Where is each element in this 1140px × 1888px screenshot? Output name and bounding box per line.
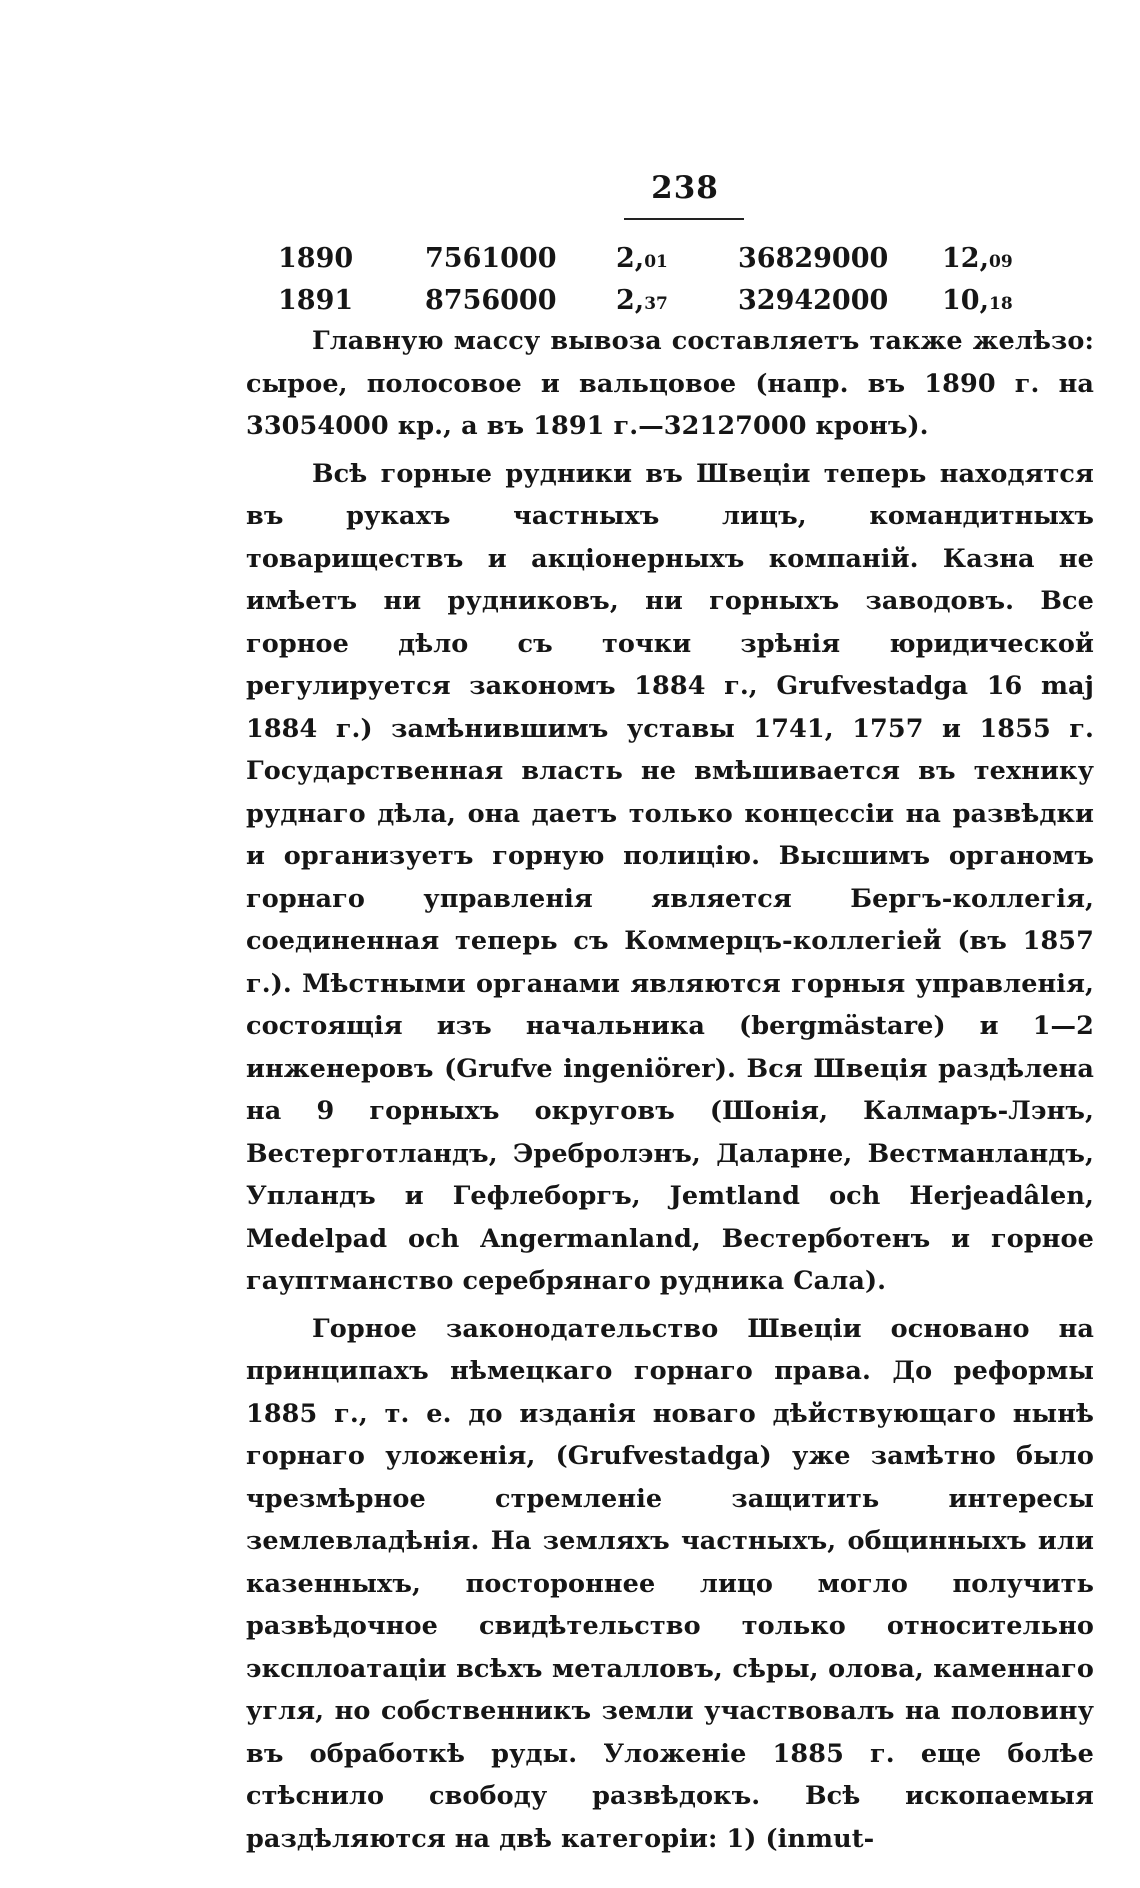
paragraph-mining-administration: Всѣ горные рудники въ Швецiи теперь находятся въ рукахъ частныхъ лицъ, командитныхъ товариществъ и акцiонерныхъ компанiй. Казна не имѣетъ ни рудниковъ, ни горныхъ заводовъ. Все горное дѣло съ точки зрѣнiя юридической регулируется закономъ 1884 г., Grufvestadga 16 maj 1884 г.) замѣнившимъ уставы 1741, 1757 и 1855 г. Государственная власть не вмѣшивается въ технику руднаго дѣла, она даетъ только концессiи на развѣдки и организуетъ горную полицiю. Высшимъ органомъ горнаго управленiя является Бергъ-коллегiя, соединенная теперь съ Коммерцъ-коллегiей (въ 1857 г.). Мѣстными органами являются горныя управленiя, состоящiя изъ начальника (bergmästare) и 1—2 инженеровъ (Grufve ingeniörer). Вся Швецiя раздѣлена на 9 горныхъ округовъ (Шонiя, Калмаръ-Лэнъ, Вестерготландъ, Эребролэнъ, Даларне, Вестманландъ, Упландъ и Гефлеборгъ, Jemtland och Herjeadâlen, Medelpad och Angermanland, Вестерботенъ и горное гауптманство серебрянаго рудника Сала). [246,458,1094,1296]
row-ratio [616,243,668,274]
statistics-table [278,243,1038,327]
table-row [278,243,1038,285]
page-number-rule [624,218,744,220]
row-ratio-frac: 01 [644,252,668,272]
row-share [942,243,1013,274]
page-number: 238 [651,170,719,206]
row-year: 1891 [278,285,354,316]
row-share-frac: 18 [988,294,1013,314]
row-ratio [616,285,668,316]
row-ratio-int: 2, [616,243,645,274]
row-value: 32942000 [738,285,889,316]
paragraph-iron-export: Главную массу вывоза составляетъ также желѣзо: сырое, полосовое и вальцовое (напр. въ 1890 г. на 33054000 кр., а въ 1891 г.—32127000 кронъ). [246,326,1094,441]
row-share-int: 12, [942,243,989,274]
row-share [942,285,1013,316]
row-year: 1890 [278,243,354,274]
body-text [246,320,1094,1860]
row-share-frac: 09 [988,252,1013,272]
row-quantity: 8756000 [425,285,557,316]
row-ratio-int: 2, [616,285,645,316]
row-value: 36829000 [738,243,889,274]
row-ratio-frac: 37 [644,294,668,314]
row-share-int: 10, [942,285,989,316]
row-quantity: 7561000 [425,243,557,274]
paragraph-mining-legislation: Горное законодательство Швецiи основано на принципахъ нѣмецкаго горнаго права. До реформы 1885 г., т. е. до изданiя новаго дѣйствующаго нынѣ горнаго уложенiя, (Grufvestadga) уже замѣтно было чрезмѣрное стремленiе защитить интересы землевладѣнiя. На земляхъ частныхъ, общинныхъ или казенныхъ, постороннее лицо могло получить развѣдочное свидѣтельство только относительно эксплоатацiи всѣхъ металловъ, сѣры, олова, каменнаго угля, но собственникъ земли участвовалъ на половину въ обработкѣ руды. Уложенiе 1885 г. еще болѣе стѣснило свободу развѣдокъ. Всѣ ископаемыя раздѣляются на двѣ категорiи: 1) (inmut- [246,1313,1094,1854]
